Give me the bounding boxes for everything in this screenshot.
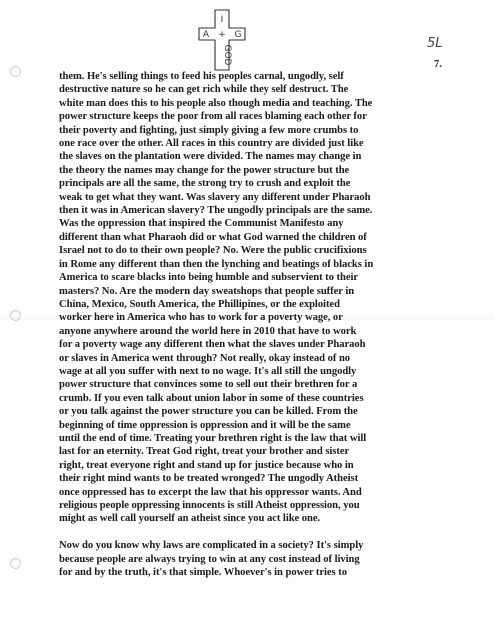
text-line: once oppressed has to excerpt the law that his oppressor wants. And	[59, 486, 362, 498]
text-line: masters? No. Are the modern day sweatshops that people suffer in	[59, 285, 355, 297]
text-line: religious people oppressing innocents is still Atheist oppression, you	[59, 500, 360, 511]
paragraph-gap	[59, 526, 479, 539]
text-line: China, Mexico, South America, the Phillipines, or the exploited	[59, 298, 340, 310]
body-text	[59, 70, 479, 579]
text-line: principals are all the same, the strong try to crush and exploit the	[59, 178, 351, 190]
text-line: crumb. If you even talk about union labor in some of these countries	[59, 392, 364, 404]
text-line: the theory the names may change for the power structure but the	[59, 164, 350, 176]
text-line: weak to get what they want. Was slavery any different under Pharaoh	[59, 191, 371, 203]
text-line: different than what Pharaoh did or what God warned the children of	[59, 231, 367, 243]
text-line: for and by the truth, it's that simple. Whoever's in power tries to	[59, 567, 347, 579]
text-line: them. He's selling things to feed his peoples carnal, ungodly, self	[59, 71, 344, 82]
punch-hole-middle	[10, 310, 21, 321]
text-line: Now do you know why laws are complicated in a society? It's simply	[59, 540, 364, 552]
text-line: destructive nature so he can get rich while they self destruct. The	[59, 84, 349, 96]
text-line: Israel not to do to their own people? No. Were the public crucifixions	[59, 245, 367, 257]
text-line: Was the oppression that inspired the Communist Manifesto any	[59, 218, 344, 230]
text-line: anyone anywhere around the world here in 2010 that have to work	[59, 325, 357, 337]
text-line: white man does this to his people also though media and teaching. The	[59, 97, 373, 109]
text-line: might as well call yourself an atheist since you act like one.	[59, 513, 321, 525]
text-line: because people are always trying to win at any cost instead of living	[59, 553, 360, 565]
text-line: one race over the other. All races in this country are divided just like	[59, 138, 364, 150]
text-line: their right mind wants to be treated wronged? The ungodly Atheist	[59, 473, 359, 485]
text-line: for a poverty wage any different then what the slaves under Pharaoh	[59, 339, 366, 351]
text-line: in Rome any different than then the lynching and beatings of blacks in	[59, 258, 374, 270]
text-line: right, treat everyone right and stand up for justice because who in	[59, 459, 354, 471]
page-number: 7.	[434, 59, 442, 70]
handdrawn-cross-icon	[197, 8, 247, 72]
cross-left-letter: A	[202, 30, 210, 40]
text-line: America to scare blacks into being humble and subservient to their	[59, 272, 359, 284]
cross-top-letter: I	[220, 15, 224, 25]
text-line: power structure that convinces some to sell out their brethren for a	[59, 379, 358, 391]
text-line: wage at all you suffer with next to no wage. It's all still the ungodly	[59, 365, 357, 377]
cross-bottom-text: GOD	[222, 44, 232, 66]
punch-hole-top	[10, 66, 21, 77]
text-line: or you talk against the power structure you can be killed. From the	[59, 406, 358, 418]
cross-right-letter: G	[234, 30, 242, 40]
paragraph	[59, 539, 479, 579]
text-line: their poverty and fighting, just simply giving a few more crumbs to	[59, 124, 359, 136]
text-line: last for an eternity. Treat God right, treat your brother and sister	[59, 446, 350, 458]
text-line: beginning of time oppression is oppression and it will be the same	[59, 419, 351, 431]
cross-center-letter: +	[218, 30, 226, 40]
text-line: worker here in America who has to work for a poverty wage, or	[59, 312, 343, 324]
punch-hole-bottom	[10, 558, 21, 569]
text-line: then it was in American slavery? The ungodly principals are the same.	[59, 205, 373, 217]
text-line: or slaves in America went through? Not really, okay instead of no	[59, 352, 351, 364]
text-line: until the end of time. Treating your brethren right is the law that will	[59, 432, 367, 444]
handwritten-margin-note: 5L	[427, 36, 443, 51]
paragraph	[59, 70, 479, 526]
text-line: power structure keeps the poor from all races blaming each other for	[59, 111, 367, 123]
text-line: the slaves on the plantation were divided. The names may change in	[59, 151, 362, 163]
